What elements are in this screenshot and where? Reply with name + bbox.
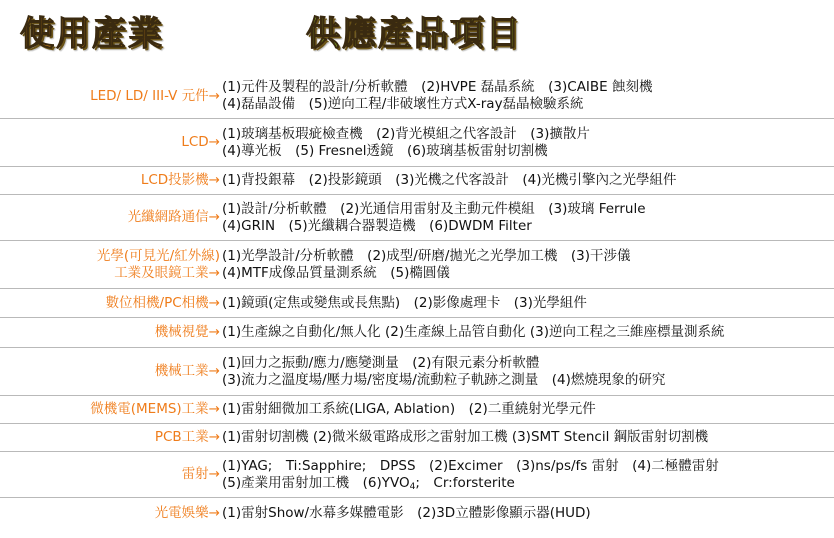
product-line: (1)雷射細微加工系統(LIGA, Ablation) (2)二重繞射光學元件 [222,401,596,417]
product-list [222,79,834,113]
category-line: 工業及眼鏡工業→ [114,264,220,281]
category-label [0,466,222,483]
table-row-mechanical [0,348,834,396]
table-row-digital-camera [0,289,834,318]
category-line: LCD→ [181,134,220,150]
table-row-optics [0,241,834,289]
category-line: 微機電(MEMS)工業→ [90,401,220,417]
category-line: PCB工業→ [154,429,220,445]
product-list [222,126,834,160]
subscript-four: 4 [409,481,416,492]
product-line: (4)GRIN (5)光纖耦合器製造機 (6)DWDM Filter [222,217,532,234]
category-line: 光電娛樂→ [154,504,220,521]
product-line: (1)背投銀幕 (2)投影鏡頭 (3)光機之代客設計 (4)光機引擎內之光學組件 [222,172,677,188]
product-list [222,355,834,389]
table-row-lcd-projector [0,167,834,195]
category-line: 機械視覺→ [154,324,220,340]
products-heading: 供應產品項目 [306,14,522,54]
product-line: (1)雷射Show/水幕多媒體電影 (2)3D立體影像顯示器(HUD) [222,504,591,521]
category-label [0,429,222,446]
category-line: LCD投影機→ [140,172,220,188]
product-list [222,201,834,235]
product-text: (5)產業用雷射加工機 (6)YVO [222,474,410,491]
product-line: (1)雷射切割機 (2)微米級電路成形之雷射加工機 (3)SMT Stencil 鋼版雷射切割機 [222,429,709,445]
industries-heading: 使用產業 [20,14,164,54]
category-label [0,88,222,105]
category-label [0,401,222,418]
product-line: (1)玻璃基板瑕疵檢查機 (2)背光模組之代客設計 (3)擴散片 [222,125,590,142]
product-list [222,458,834,492]
table-row-pcb [0,424,834,452]
product-line: (4)磊晶設備 (5)逆向工程/非破壞性方式X-ray磊晶檢驗系統 [222,96,584,112]
category-line: 光纖網路通信→ [127,209,220,225]
category-label [0,363,222,380]
category-line: 光學(可見光/紅外線) [96,247,220,264]
product-line: (1)光學設計/分析軟體 (2)成型/研磨/拋光之光學加工機 (3)干涉儀 [222,247,631,264]
product-line: (1)生產線之自動化/無人化 (2)生產線上品管自動化 (3)逆向工程之三維座標量測系統 [222,324,725,340]
industry-product-table [0,74,834,528]
product-list [222,295,834,312]
category-label [0,209,222,226]
product-list [222,401,834,418]
category-label [0,505,222,522]
product-line: (1)元件及製程的設計/分析軟體 (2)HVPE 磊晶系統 (3)CAIBE 蝕刻機 [222,79,653,95]
category-line: 機械工業→ [154,363,220,379]
table-row-mems [0,396,834,424]
category-label [0,295,222,312]
product-line [222,475,834,492]
product-line: (1)鏡頭(定焦或變焦或長焦點) (2)影像處理卡 (3)光學組件 [222,294,587,311]
category-line: 雷射→ [181,466,220,482]
product-list [222,172,834,189]
table-row-laser [0,452,834,498]
product-list [222,324,834,341]
product-line: (1)設計/分析軟體 (2)光通信用雷射及主動元件模組 (3)玻璃 Ferrule [222,200,646,217]
category-label [0,324,222,341]
table-row-fiber-network [0,195,834,241]
product-line: (4)MTF成像品質量測系統 (5)橢圓儀 [222,264,450,281]
product-text: ; Cr:forsterite [415,474,515,491]
product-list [222,248,834,282]
product-line: (3)流力之溫度場/壓力場/密度場/流動粒子軌跡之測量 (4)燃燒現象的研究 [222,371,666,388]
table-row-led [0,74,834,119]
table-row-optoelectronic-entertainment [0,498,834,528]
category-line: 數位相機/PC相機→ [105,294,220,311]
header [0,6,834,68]
product-line: (1)回力之振動/應力/應變測量 (2)有限元素分析軟體 [222,354,540,371]
category-line: LED/ LD/ III-V 元件→ [90,87,220,104]
table-row-machine-vision [0,318,834,348]
product-list [222,505,834,522]
category-label [0,134,222,151]
product-list [222,429,834,446]
category-label [0,172,222,189]
product-line: (4)導光板 (5) Fresnel透鏡 (6)玻璃基板雷射切割機 [222,142,548,159]
table-row-lcd [0,119,834,167]
category-label [0,248,222,282]
product-line: (1)YAG; Ti:Sapphire; DPSS (2)Excimer (3)ns/ps/fs 雷射 (4)二極體雷射 [222,457,719,474]
